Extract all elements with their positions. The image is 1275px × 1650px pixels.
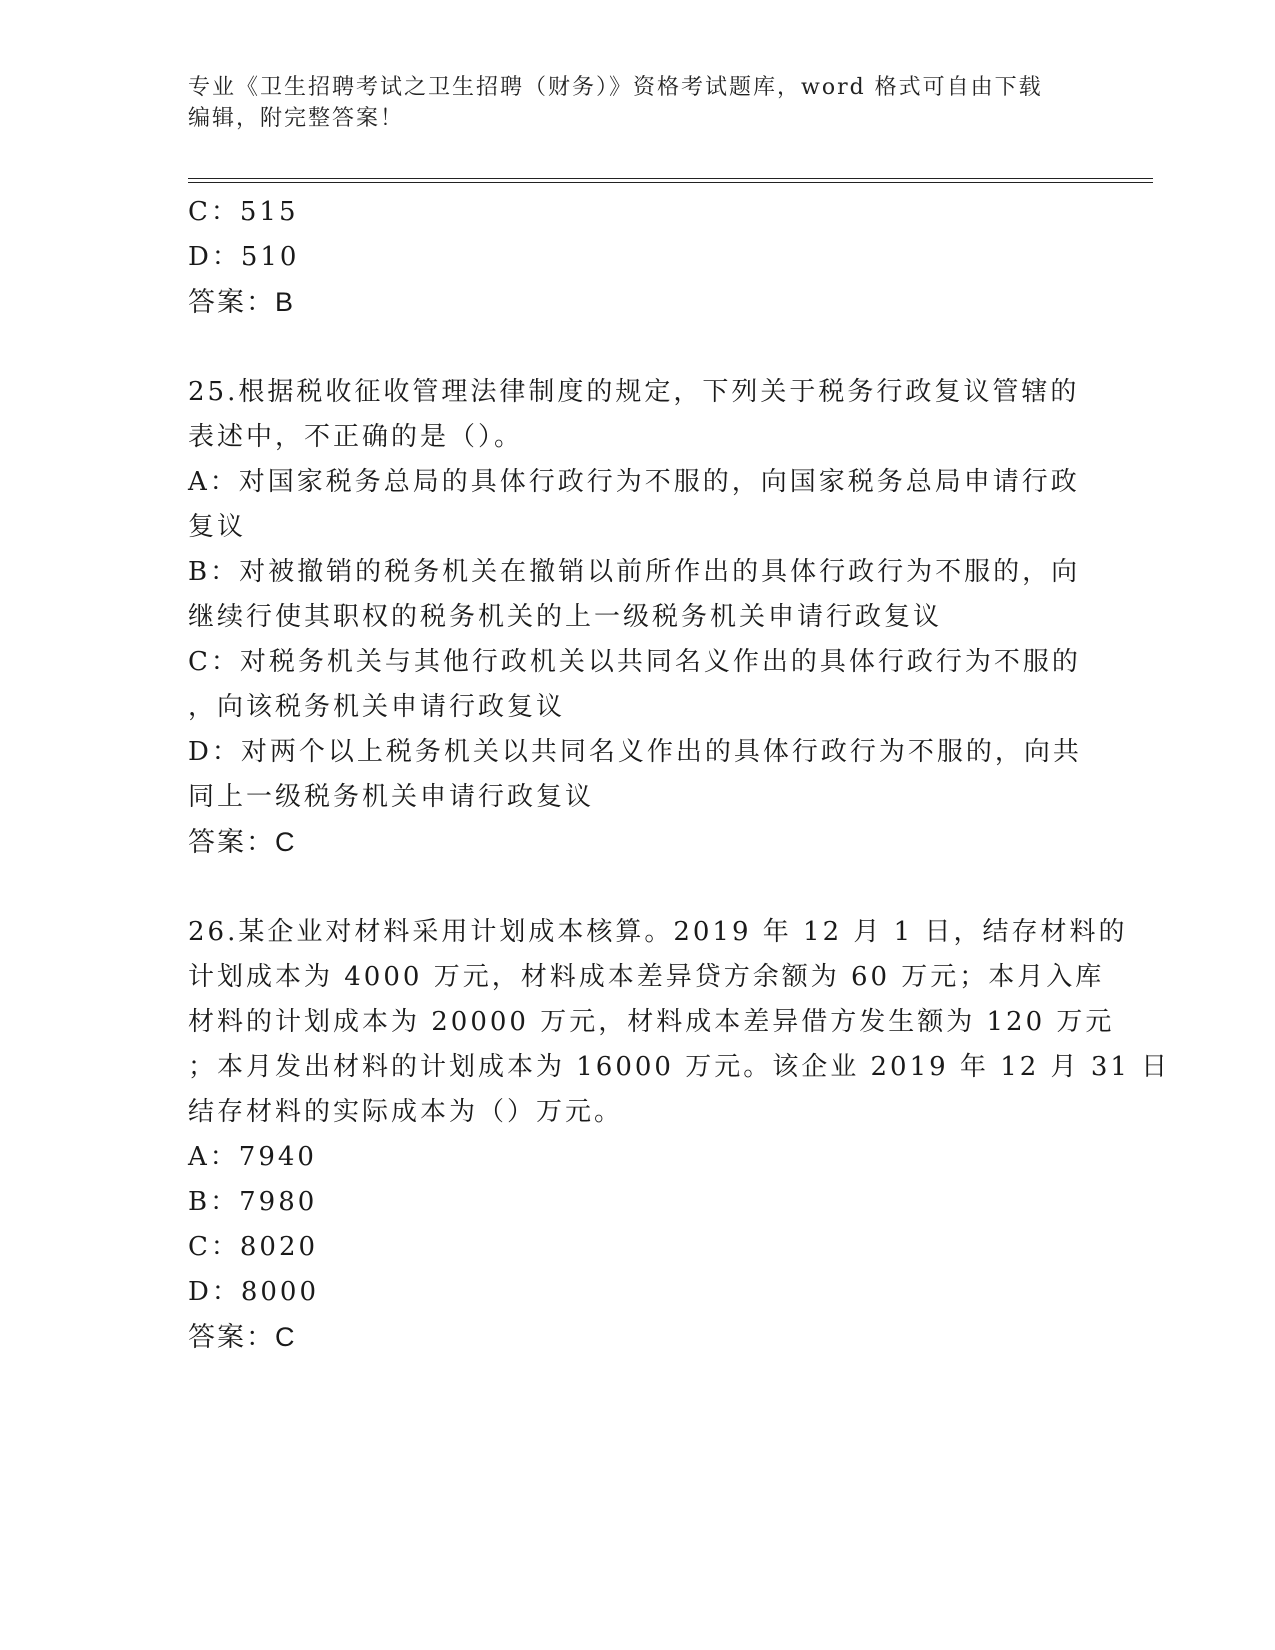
header-divider-bottom [188,182,1153,183]
question-stem: 结存材料的实际成本为（）万元。 [188,1097,624,1127]
question-stem: 表述中，不正确的是（）。 [188,422,524,452]
option-b: 继续行使其职权的税务机关的上一级税务机关申请行政复议 [188,602,943,632]
header-divider-top [188,178,1153,179]
header-line-1: 专业《卫生招聘考试之卫生招聘（财务）》资格考试题库，word 格式可自由下载 [188,75,1043,100]
question-stem: 26.某企业对材料采用计划成本核算。2019 年 12 月 1 日，结存材料的 [188,917,1128,947]
previous-question-tail [188,190,1088,325]
option-c: ，向该税务机关申请行政复议 [188,692,566,722]
option-a: A：对国家税务总局的具体行政行为不服的，向国家税务总局申请行政 [188,467,1080,497]
option-a: 复议 [188,512,247,542]
option-d: D：对两个以上税务机关以共同名义作出的具体行政行为不服的，向共 [188,737,1082,767]
option-b: B：对被撤销的税务机关在撤销以前所作出的具体行政行为不服的，向 [188,557,1081,587]
header-line-2: 编辑，附完整答案！ [188,106,405,131]
answer: 答案：C [188,827,297,857]
option-d: D：510 [188,242,300,272]
question-stem: 计划成本为 4000 万元，材料成本差异贷方余额为 60 万元；本月入库 [188,962,1105,992]
answer: 答案：B [188,287,296,317]
question-stem: ；本月发出材料的计划成本为 16000 万元。该企业 2019 年 12 月 31 日 [188,1052,1171,1082]
answer: 答案：C [188,1322,297,1352]
option-d: 同上一级税务机关申请行政复议 [188,782,595,812]
question-26 [188,910,1171,1360]
option-c: C：对税务机关与其他行政机关以共同名义作出的具体行政行为不服的 [188,647,1081,677]
option-c: C：8020 [188,1232,319,1262]
spacer [188,325,1088,370]
question-stem: 材料的计划成本为 20000 万元，材料成本差异借方发生额为 120 万元 [188,1007,1115,1037]
question-stem: 25.根据税收征收管理法律制度的规定，下列关于税务行政复议管辖的 [188,377,1080,407]
document-header [188,72,1068,134]
option-d: D：8000 [188,1277,320,1307]
option-b: B：7980 [188,1187,318,1217]
document-body [188,190,1171,1360]
option-a: A：7940 [188,1142,317,1172]
spacer [188,865,1088,910]
question-25 [188,370,1088,865]
option-c: C：515 [188,197,299,227]
